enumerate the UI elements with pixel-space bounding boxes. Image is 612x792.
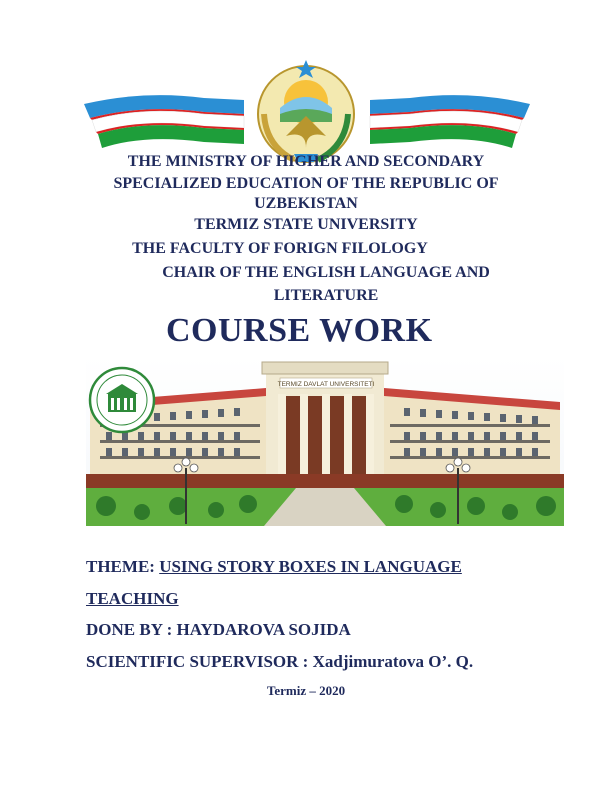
theme-label: THEME: [86, 557, 160, 576]
theme-line-1 [86, 557, 462, 577]
scientific-supervisor: SCIENTIFIC SUPERVISOR : Xadjimuratova O’. Q. [86, 652, 474, 671]
state-emblem-icon [250, 56, 362, 168]
theme-value-2: TEACHING [86, 589, 179, 608]
university-seal-icon [90, 368, 154, 432]
flag-right-wing [370, 95, 530, 148]
university-building-photo [86, 356, 564, 526]
faculty-name: THE FACULTY OF FORIGN FILOLOGY [132, 240, 428, 257]
flag-left-wing [84, 95, 244, 148]
building-sign: TERMIZ DAVLAT UNIVERSITETI [277, 381, 375, 388]
ministry-line-2: SPECIALIZED EDUCATION OF THE REPUBLIC OF [113, 175, 499, 192]
ministry-line-1: THE MINISTRY OF HIGHER AND SECONDARY [127, 153, 485, 170]
done-by: DONE BY : HAYDAROVA SOJIDA [86, 620, 351, 639]
course-work-title: COURSE WORK [166, 312, 433, 349]
chair-line-1: CHAIR OF THE ENGLISH LANGUAGE AND [162, 264, 490, 281]
place-year: Termiz – 2020 [266, 683, 346, 698]
theme-value-1: USING STORY BOXES IN LANGUAGE [159, 557, 462, 576]
chair-line-2: LITERATURE [273, 287, 379, 304]
university-name: TERMIZ STATE UNIVERSITY [194, 216, 418, 233]
theme-line-2 [86, 589, 179, 609]
ministry-line-3: UZBEKISTAN [254, 195, 358, 212]
